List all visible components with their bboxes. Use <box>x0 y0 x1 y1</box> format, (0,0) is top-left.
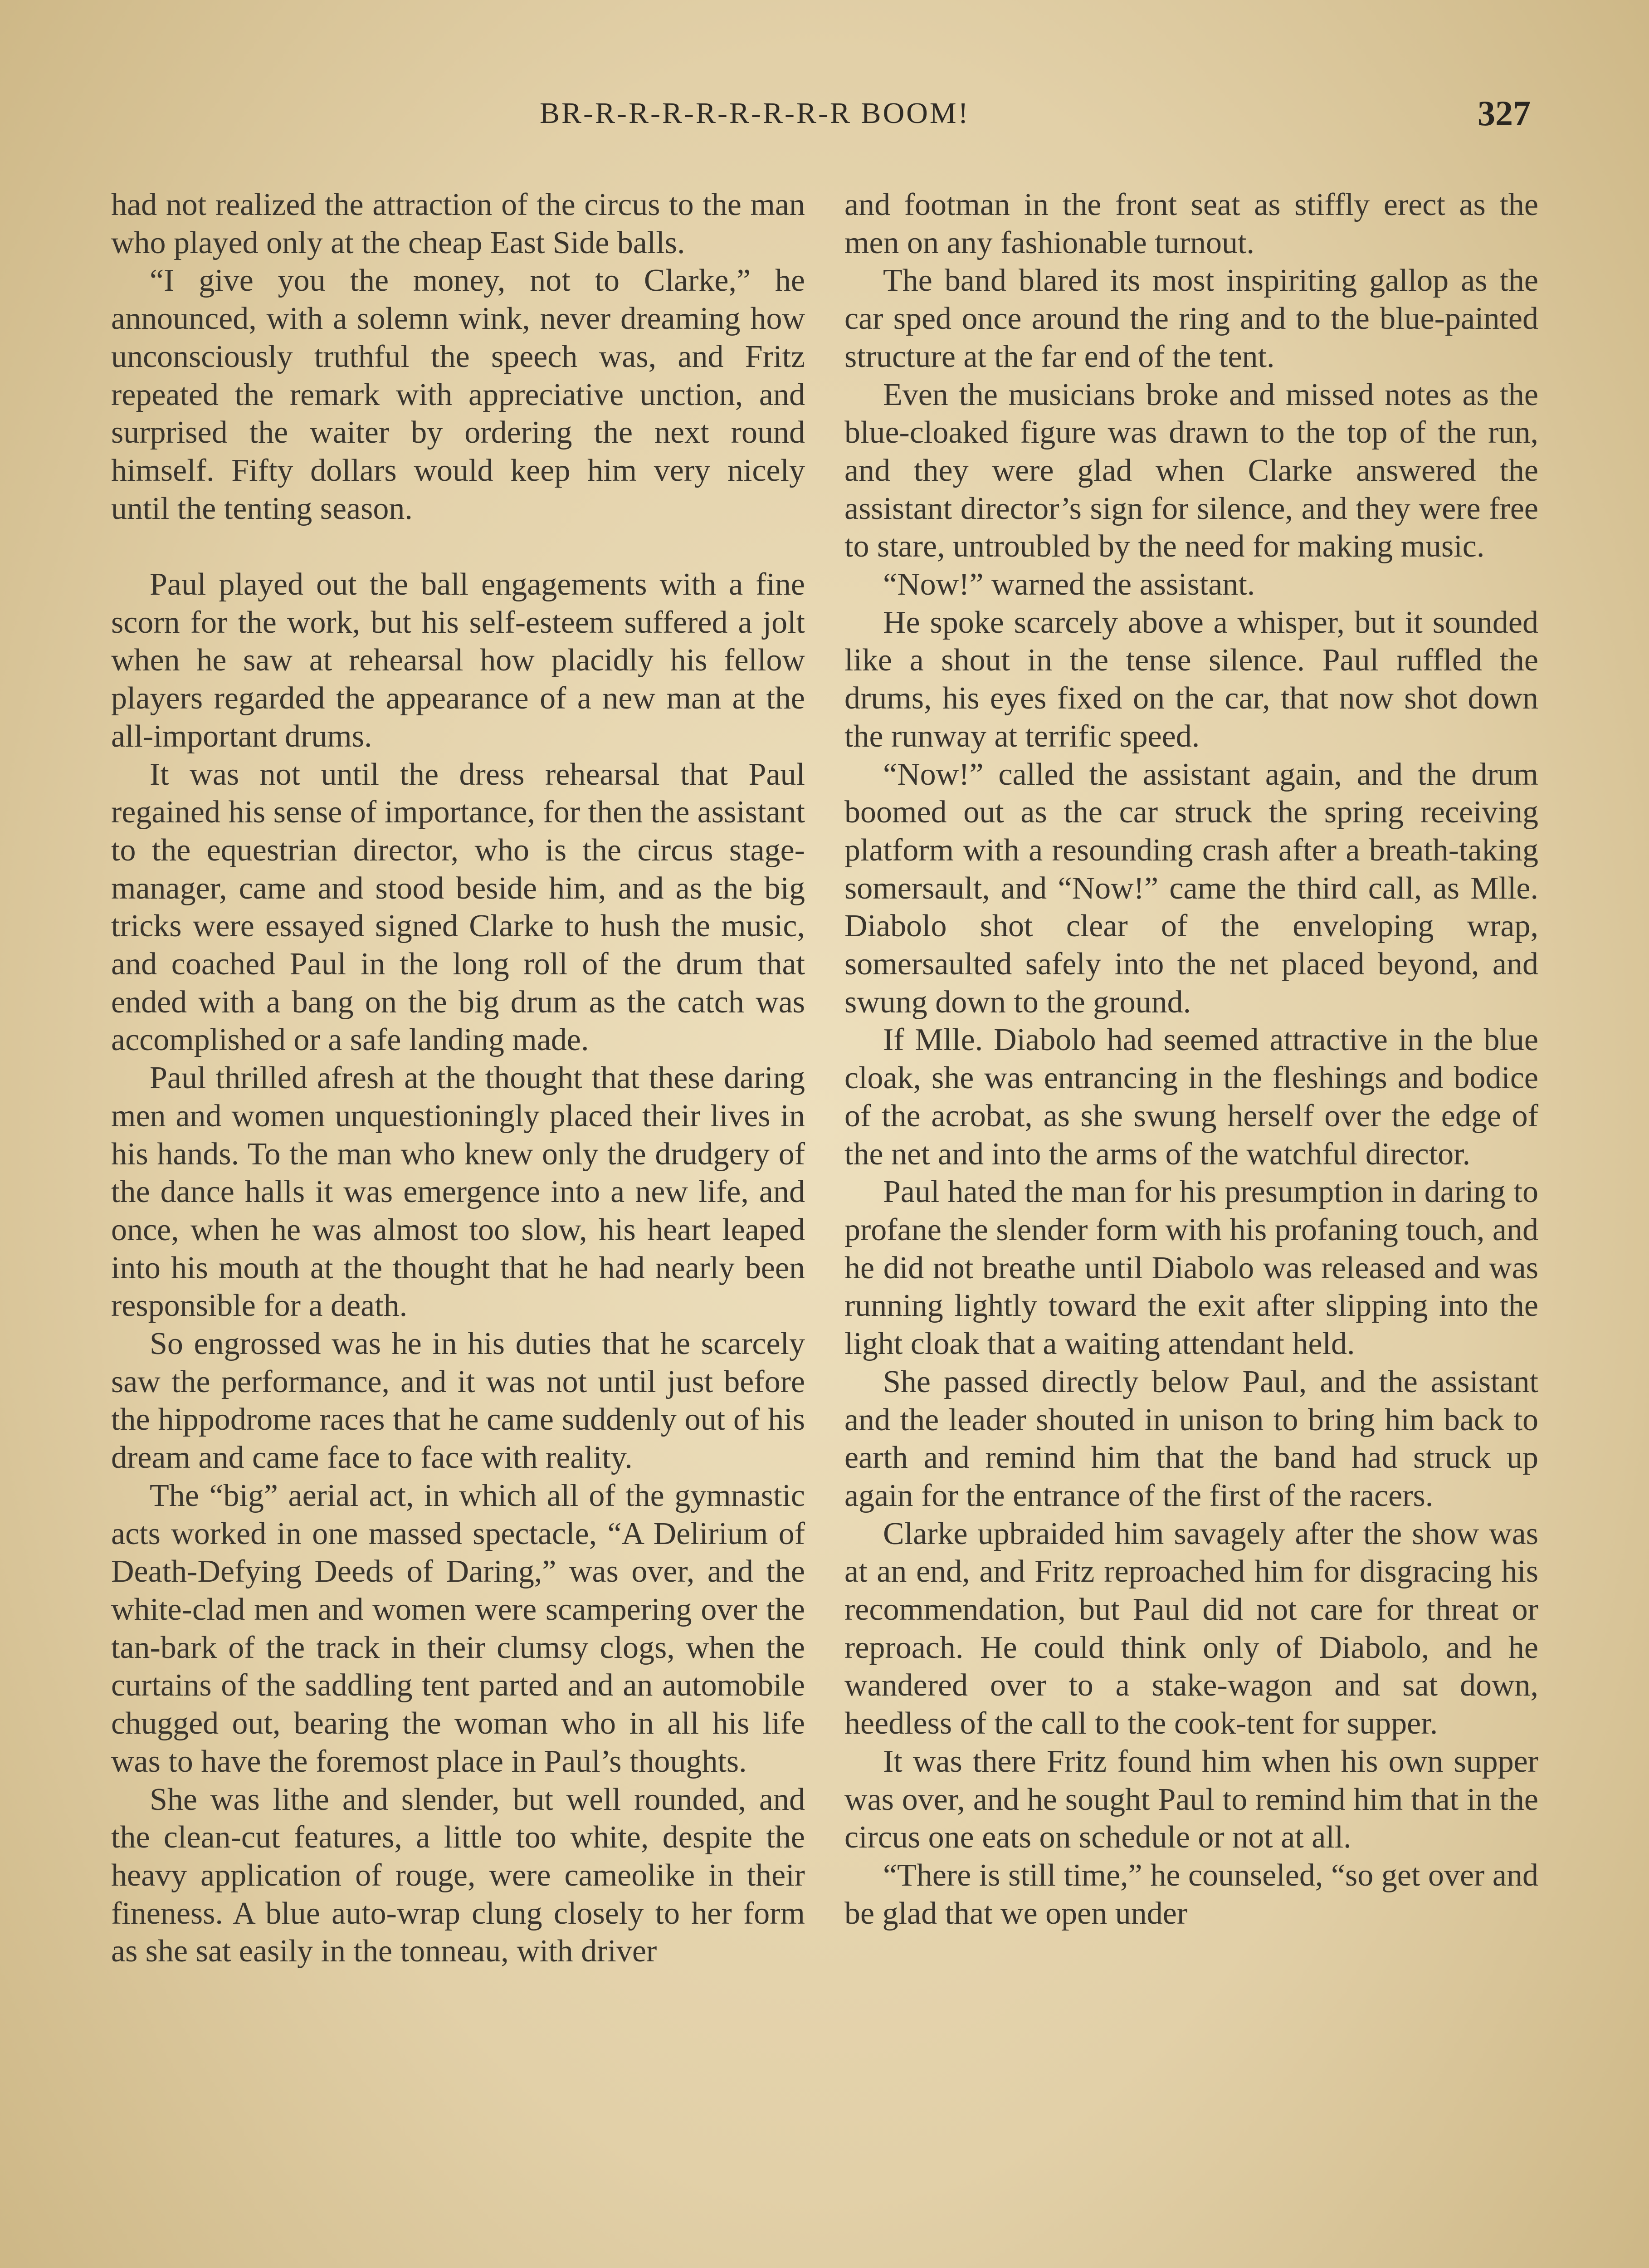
paragraph: The band blared its most inspiriting gallop as the car sped once around the ring and to the blue-painted structure at the far end of the tent. <box>844 263 1538 374</box>
running-title: BR-R-R-R-R-R-R-R-R BOOM! <box>540 97 970 130</box>
page-number: 327 <box>1478 93 1531 133</box>
paragraph: It was there Fritz found him when his own supper was over, and he sought Paul to remind him that in the circus one eats on schedule or not at all. <box>844 1744 1538 1855</box>
paragraph: Clarke upbraided him savagely after the show was at an end, and Fritz reproached him for disgracing his recommendation, but Paul did not care for threat or reproach. He could think only of Diabolo, and he wandered over to a stake-wagon and sat down, heedless of the call to the cook-tent for supper. <box>844 1516 1538 1741</box>
paragraph: and footman in the front seat as stiffly erect as the men on any fashionable turnout. <box>844 187 1538 260</box>
paragraph: Even the musicians broke and missed notes as the blue-cloaked figure was drawn to the top of the run, and they were glad when Clarke answered the assistant director’s sign for silence, and they were free to stare, untroubled by the need for making music. <box>844 377 1538 564</box>
paragraph: Paul thrilled afresh at the thought that these daring men and women unquestioningly placed their lives in his hands. To the man who knew only the drudgery of the dance halls it was emergence into a new life, and once, when he was almost too slow, his heart leaped into his mouth at the thought that he had nearly been responsible for a death. <box>111 1061 805 1324</box>
right-column <box>844 186 1538 1932</box>
paragraph: It was not until the dress rehearsal that Paul regained his sense of importance, for then the assistant to the equestrian director, who is the circus stage-manager, came and stood beside him, and as the big tricks were essayed signed Clarke to hush the music, and coached Paul in the long roll of the drum that ended with a bang on the big drum as the catch was accomplished or a safe landing made. <box>111 757 805 1058</box>
paragraph: She passed directly below Paul, and the assistant and the leader shouted in unison to bring him back to earth and remind him that the band had struck up again for the entrance of the first of the racers. <box>844 1364 1538 1513</box>
paragraph: So engrossed was he in his duties that he scarcely saw the performance, and it was not until just before the hippodrome races that he came suddenly out of his dream and came face to face with reality. <box>111 1326 805 1476</box>
paragraph: She was lithe and slender, but well rounded, and the clean-cut features, a little too white, despite the heavy application of rouge, were cameolike in their fineness. A blue auto-wrap clung closely to her form as she sat easily in the tonneau, with driver <box>111 1782 805 1969</box>
paragraph: “Now!” warned the assistant. <box>883 567 1255 602</box>
paragraph: “I give you the money, not to Clarke,” he announced, with a solemn wink, never dreaming how unconsciously truthful the speech was, and Fritz repeated the remark with appreciative unction, and surprised the waiter by ordering the next round himself. Fifty dollars would keep him very nicely until the tenting season. <box>111 263 805 526</box>
paragraph: had not realized the attraction of the circus to the man who played only at the cheap East Side balls. <box>111 187 805 260</box>
paragraph: Paul hated the man for his presumption in daring to profane the slender form with his profaning touch, and he did not breathe until Diabolo was released and was running lightly toward the exit after slipping into the light cloak that a waiting attendant held. <box>844 1174 1538 1362</box>
left-column <box>111 186 805 1970</box>
paragraph: The “big” aerial act, in which all of the gymnastic acts worked in one massed spectacle, “A Delirium of Death-Defying Deeds of Daring,” was over, and the white-clad men and women were scampering over the tan-bark of the track in their clumsy clogs, when the curtains of the saddling tent parted and an automobile chugged out, bearing the woman who in all his life was to have the foremost place in Paul’s thoughts. <box>111 1478 805 1779</box>
paragraph: “Now!” called the assistant again, and the drum boomed out as the car struck the spring receiving platform with a resounding crash after a breath-taking somersault, and “Now!” came the third call, as Mlle. Diabolo shot clear of the enveloping wrap, somersaulted safely into the net placed beyond, and swung down to the ground. <box>844 757 1538 1020</box>
paragraph: If Mlle. Diabolo had seemed attractive in the blue cloak, she was entrancing in the fleshings and bodice of the acrobat, as she swung herself over the edge of the net and into the arms of the watchful director. <box>844 1022 1538 1172</box>
paragraph: Paul played out the ball engagements with a fine scorn for the work, but his self-esteem suffered a jolt when he saw at rehearsal how placidly his fellow players regarded the appearance of a new man at the all-important drums. <box>111 567 805 754</box>
paragraph: He spoke scarcely above a whisper, but it sounded like a shout in the tense silence. Paul ruffled the drums, his eyes fixed on the car, that now shot down the runway at terrific speed. <box>844 605 1538 754</box>
paragraph: “There is still time,” he counseled, “so get over and be glad that we open under <box>844 1857 1538 1931</box>
